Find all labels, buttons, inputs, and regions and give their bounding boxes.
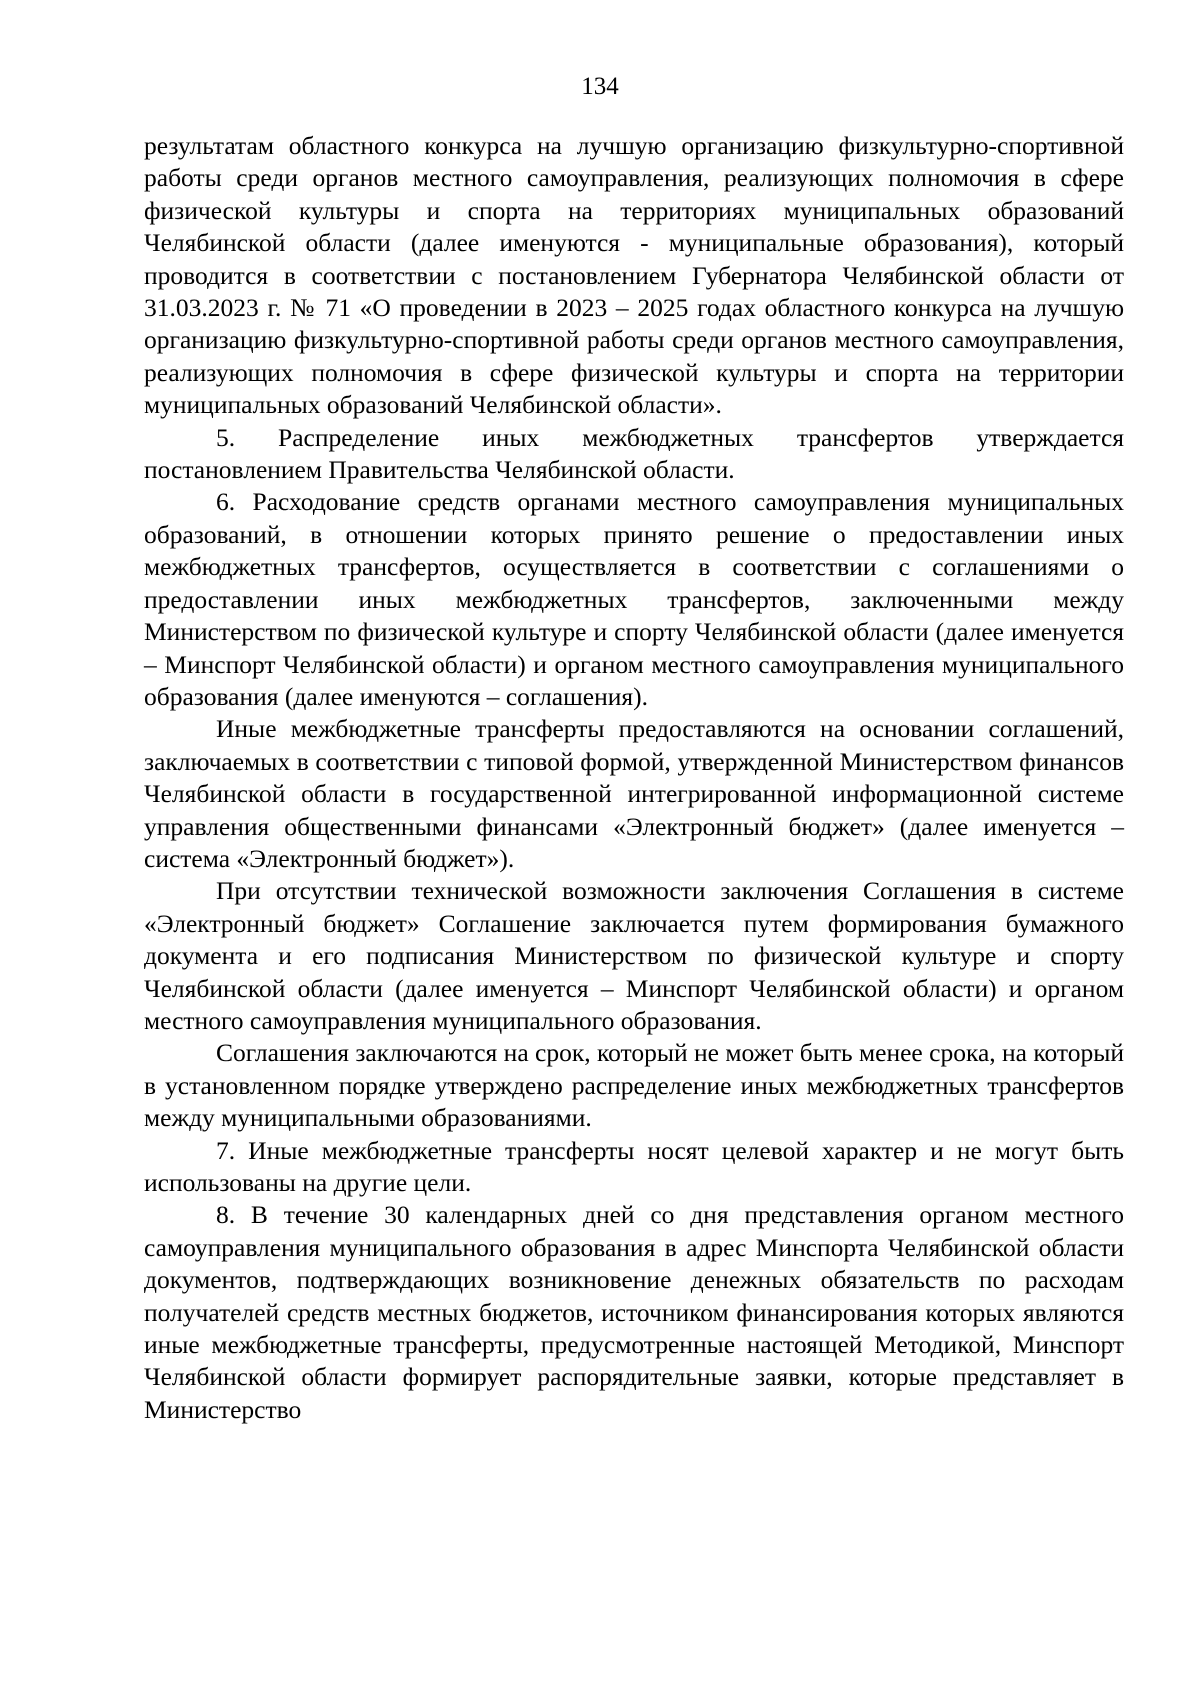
document-body xyxy=(144,130,1124,1426)
paragraph-agreements-term: Соглашения заключаются на срок, который не может быть менее срока, на который в установленном порядке утверждено распределение иных межбюджетных трансфертов между муниципальными образованиями. xyxy=(144,1038,1124,1133)
paragraph-6-spending: 6. Расходование средств органами местного самоуправления муниципальных образований, в отношении которых принято решение о предоставлении иных межбюджетных трансфертов, осуществляется в соответствии с соглашениями о предоставлении иных межбюджетных трансфертов, заключенными между Министерством по физической культуре и спорту Челябинской области (далее именуется – Минспорт Челябинской области) и органом местного самоуправления муниципального образования (далее именуются – соглашения). xyxy=(144,487,1124,711)
page-number: 134 xyxy=(581,73,619,100)
paragraph-7-targeted-use: 7. Иные межбюджетные трансферты носят целевой характер и не могут быть использованы на другие цели. xyxy=(144,1135,1124,1197)
paragraph-competition-results: результатам областного конкурса на лучшую организацию физкультурно-спортивной работы среди органов местного самоуправления, реализующих полномочия в сфере физической культуры и спорта на территориях муниципальных образований Челябинской области (далее именуются - муниципальные образования), который проводится в соответствии с постановлением Губернатора Челябинской области от 31.03.2023 г. № 71 «О проведении в 2023 – 2025 годах областного конкурса на лучшую организацию физкультурно-спортивной работы среди органов местного самоуправления, реализующих полномочия в сфере физической культуры и спорта на территории муниципальных образований Челябинской области». xyxy=(144,131,1124,420)
paragraph-8-disbursement-requests: 8. В течение 30 календарных дней со дня представления органом местного самоуправления муниципального образования в адрес Минспорта Челябинской области документов, подтверждающих возникновение денежных обязательств по расходам получателей средств местных бюджетов, источником финансирования которых являются иные межбюджетные трансферты, предусмотренные настоящей Методикой, Минспорт Челябинской области формирует распорядительные заявки, которые представляет в Министерство xyxy=(144,1200,1124,1424)
paragraph-agreements-standard-form: Иные межбюджетные трансферты предоставляются на основании соглашений, заключаемых в соответствии с типовой формой, утвержденной Министерством финансов Челябинской области в государственной интегрированной информационной системе управления общественными финансами «Электронный бюджет» (далее именуется – система «Электронный бюджет»). xyxy=(144,714,1124,873)
paragraph-agreements-paper-form: При отсутствии технической возможности заключения Соглашения в системе «Электронный бюджет» Соглашение заключается путем формирования бумажного документа и его подписания Министерством по физической культуре и спорту Челябинской области (далее именуется – Минспорт Челябинской области) и органом местного самоуправления муниципального образования. xyxy=(144,876,1124,1035)
paragraph-5-distribution: 5. Распределение иных межбюджетных трансфертов утверждается постановлением Правительства Челябинской области. xyxy=(144,422,1124,485)
